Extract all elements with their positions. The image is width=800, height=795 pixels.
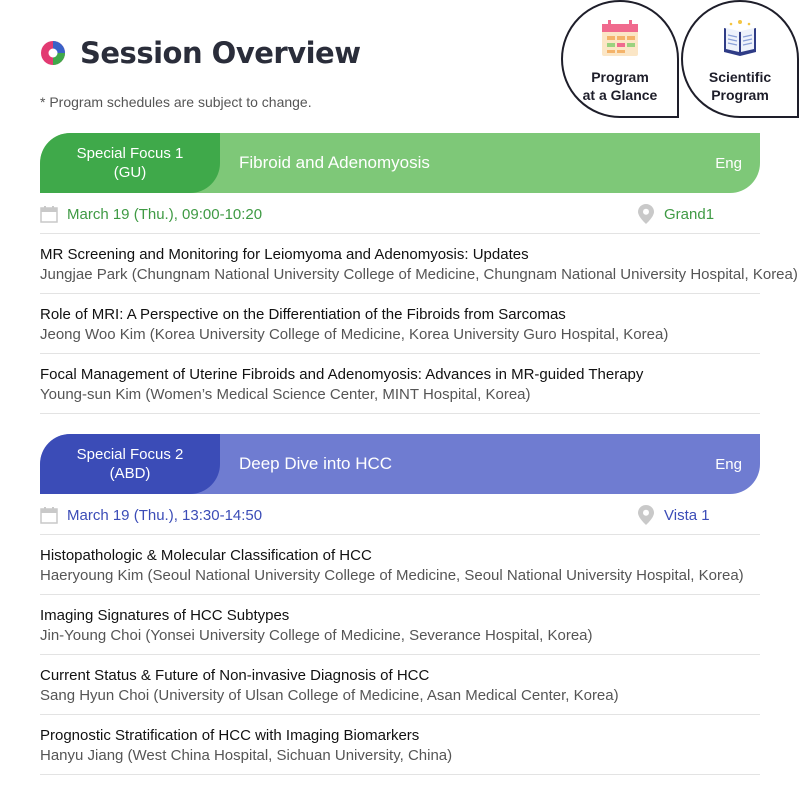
session-2-title: Deep Dive into HCC — [239, 454, 393, 473]
talk-speaker: Jin-Young Choi (Yonsei University College of Medicine, Severance Hospital, Korea) — [40, 627, 593, 644]
logo-icon — [40, 40, 66, 66]
session-2-language: Eng — [715, 455, 742, 473]
schedule-note: * Program schedules are subject to change. — [40, 94, 312, 110]
talk-item — [40, 655, 760, 715]
page-title: Session Overview — [80, 36, 361, 70]
session-1-date: March 19 (Thu.), 09:00-10:20 — [67, 205, 263, 223]
talk-title: Role of MRI: A Perspective on the Differentiation of the Fibroids from Sarcomas — [40, 306, 566, 323]
calendar-icon — [600, 18, 640, 58]
talk-item — [40, 354, 760, 414]
talk-speaker: Haeryoung Kim (Seoul National University College of Medicine, Seoul National University Hospital, Korea) — [40, 567, 744, 584]
talk-item — [40, 595, 760, 655]
session-2-date: March 19 (Thu.), 13:30-14:50 — [67, 506, 263, 524]
scientific-program-button[interactable] — [681, 0, 799, 118]
session-1-header — [40, 133, 760, 193]
session-1-language: Eng — [715, 154, 742, 172]
scientific-program-label: Scientific Program — [708, 69, 772, 103]
session-1-title: Fibroid and Adenomyosis — [239, 153, 430, 172]
talk-item — [40, 294, 760, 354]
session-2-room: Vista 1 — [664, 506, 710, 524]
talk-title: MR Screening and Monitoring for Leiomyoma and Adenomyosis: Updates — [40, 246, 529, 263]
calendar-small-icon — [40, 205, 58, 223]
talk-title: Prognostic Stratification of HCC with Imaging Biomarkers — [40, 727, 420, 744]
talk-title: Current Status & Future of Non-invasive Diagnosis of HCC — [40, 667, 430, 684]
talk-title: Histopathologic & Molecular Classification of HCC — [40, 547, 372, 564]
session-2-header — [40, 434, 760, 494]
talk-item — [40, 234, 798, 294]
session-1-room: Grand1 — [664, 205, 715, 223]
calendar-small-icon — [40, 506, 58, 524]
talk-speaker: Jungjae Park (Chungnam National University College of Medicine, Chungnam National University Hospital, Korea) — [40, 266, 798, 283]
program-at-a-glance-label: Program at a Glance — [582, 69, 658, 103]
session-2-tag: Special Focus 2 (ABD) — [40, 434, 220, 494]
talk-title: Imaging Signatures of HCC Subtypes — [40, 607, 290, 624]
talk-item — [40, 715, 760, 775]
talk-speaker: Sang Hyun Choi (University of Ulsan College of Medicine, Asan Medical Center, Korea) — [40, 687, 619, 704]
book-icon — [720, 18, 760, 58]
talk-title: Focal Management of Uterine Fibroids and Adenomyosis: Advances in MR-guided Therapy — [40, 366, 644, 383]
talk-item — [40, 535, 760, 595]
program-at-a-glance-button[interactable] — [561, 0, 679, 118]
session-1-meta — [40, 195, 760, 234]
talk-speaker: Young-sun Kim (Women’s Medical Science Center, MINT Hospital, Korea) — [40, 386, 531, 403]
page-header — [40, 36, 361, 70]
location-pin-icon — [638, 505, 654, 525]
session-1-tag: Special Focus 1 (GU) — [40, 133, 220, 193]
session-2-meta — [40, 496, 760, 535]
talk-speaker: Jeong Woo Kim (Korea University College of Medicine, Korea University Guro Hospital, Korea) — [40, 326, 669, 343]
location-pin-icon — [638, 204, 654, 224]
talk-speaker: Hanyu Jiang (West China Hospital, Sichuan University, China) — [40, 747, 453, 764]
